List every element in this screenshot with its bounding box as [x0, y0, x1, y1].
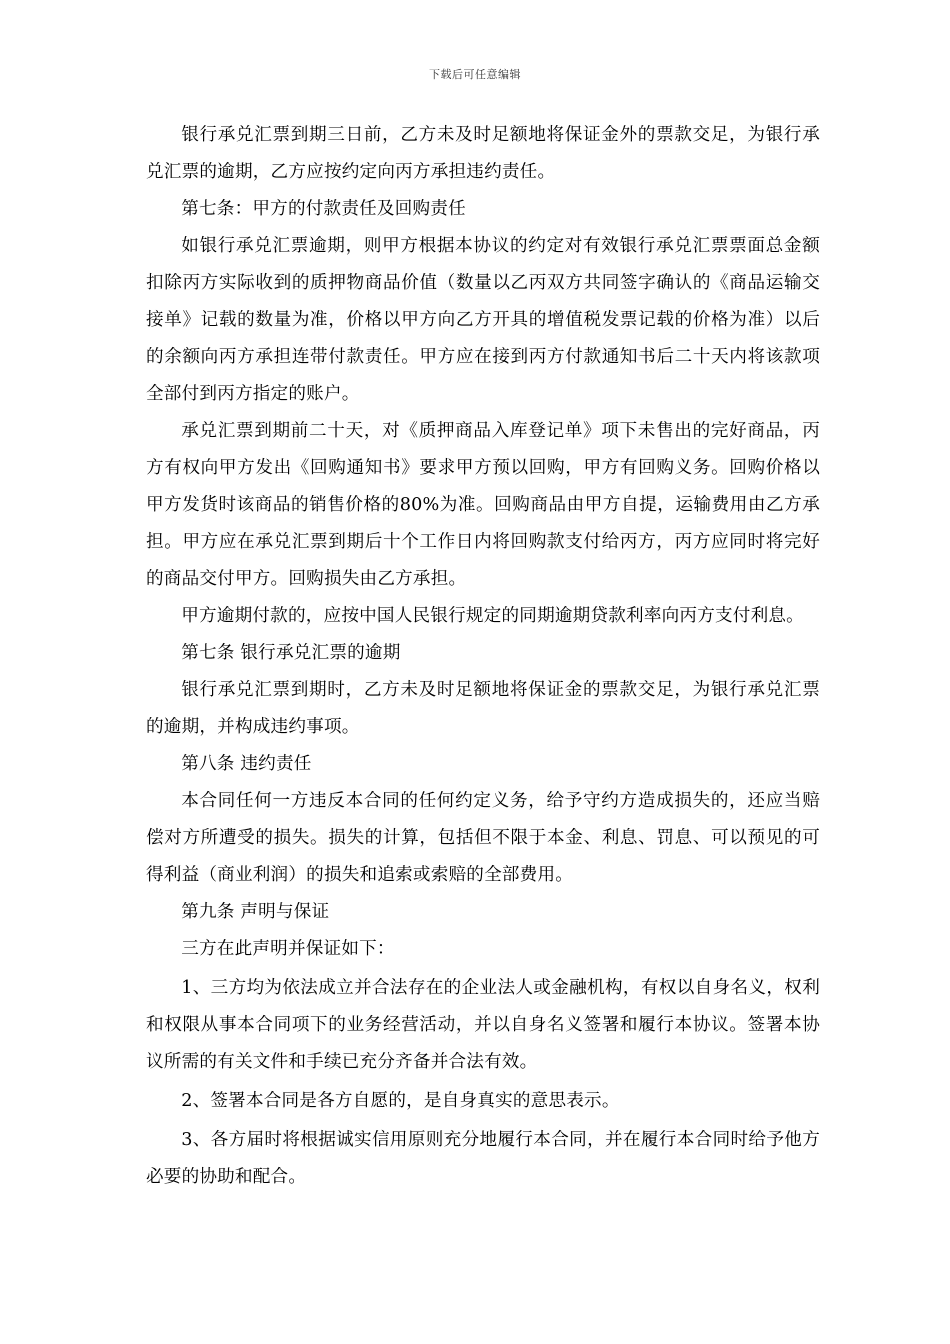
heading-article-7-overdue: 第七条 银行承兑汇票的逾期	[181, 643, 401, 663]
heading-article-7-payment: 第七条：甲方的付款责任及回购责任	[181, 199, 466, 219]
paragraph-repurchase: 承兑汇票到期前二十天，对《质押商品入库登记单》项下未售出的完好商品，丙方有权向甲方发出《回购通知书》要求甲方预以回购，甲方有回购义务。回购价格以甲方发货时该商品的销售价格的80%为准。回购商品由甲方自提，运输费用由乙方承担。甲方应在承兑汇票到期后十个工作日内将回购款支付给丙方，丙方应同时将完好的商品交付甲方。回购损失由乙方承担。	[146, 421, 820, 589]
list-item-declaration-2: 2、签署本合同是各方自愿的，是自身真实的意思表示。	[181, 1091, 620, 1111]
paragraph-payment-liability: 如银行承兑汇票逾期，则甲方根据本协议的约定对有效银行承兑汇票票面总金额扣除丙方实际收到的质押物商品价值（数量以乙丙双方共同签字确认的《商品运输交接单》记载的数量为准，价格以甲方向乙方开具的增值税发票记载的价格为准）以后的余额向丙方承担连带付款责任。甲方应在接到丙方付款通知书后二十天内将该款项全部付到丙方指定的账户。	[146, 236, 820, 404]
paragraph-declaration-intro: 三方在此声明并保证如下：	[181, 939, 395, 959]
paragraph-overdue-three-days: 银行承兑汇票到期三日前，乙方未及时足额地将保证金外的票款交足，为银行承兑汇票的逾期，乙方应按约定向丙方承担违约责任。	[146, 125, 820, 182]
list-item-declaration-1: 1、三方均为依法成立并合法存在的企业法人或金融机构，有权以自身名义，权利和权限从事本合同项下的业务经营活动，并以自身名义签署和履行本协议。签署本协议所需的有关文件和手续已充分齐备并合法有效。	[146, 978, 820, 1072]
document-body	[146, 117, 820, 1196]
paragraph-breach: 本合同任何一方违反本合同的任何约定义务，给予守约方造成损失的，还应当赔偿对方所遭受的损失。损失的计算，包括但不限于本金、利息、罚息、可以预见的可得利益（商业利润）的损失和追索或索赔的全部费用。	[146, 791, 820, 885]
header-note: 下载后可任意编辑	[429, 68, 521, 81]
heading-article-9: 第九条 声明与保证	[181, 902, 330, 922]
paragraph-overdue-default: 银行承兑汇票到期时，乙方未及时足额地将保证金的票款交足，为银行承兑汇票的逾期，并构成违约事项。	[146, 680, 820, 737]
list-item-declaration-3: 3、各方届时将根据诚实信用原则充分地履行本合同，并在履行本合同时给予他方必要的协助和配合。	[146, 1130, 820, 1187]
heading-article-8: 第八条 违约责任	[181, 754, 312, 774]
paragraph-late-interest: 甲方逾期付款的，应按中国人民银行规定的同期逾期贷款利率向丙方支付利息。	[181, 606, 804, 626]
